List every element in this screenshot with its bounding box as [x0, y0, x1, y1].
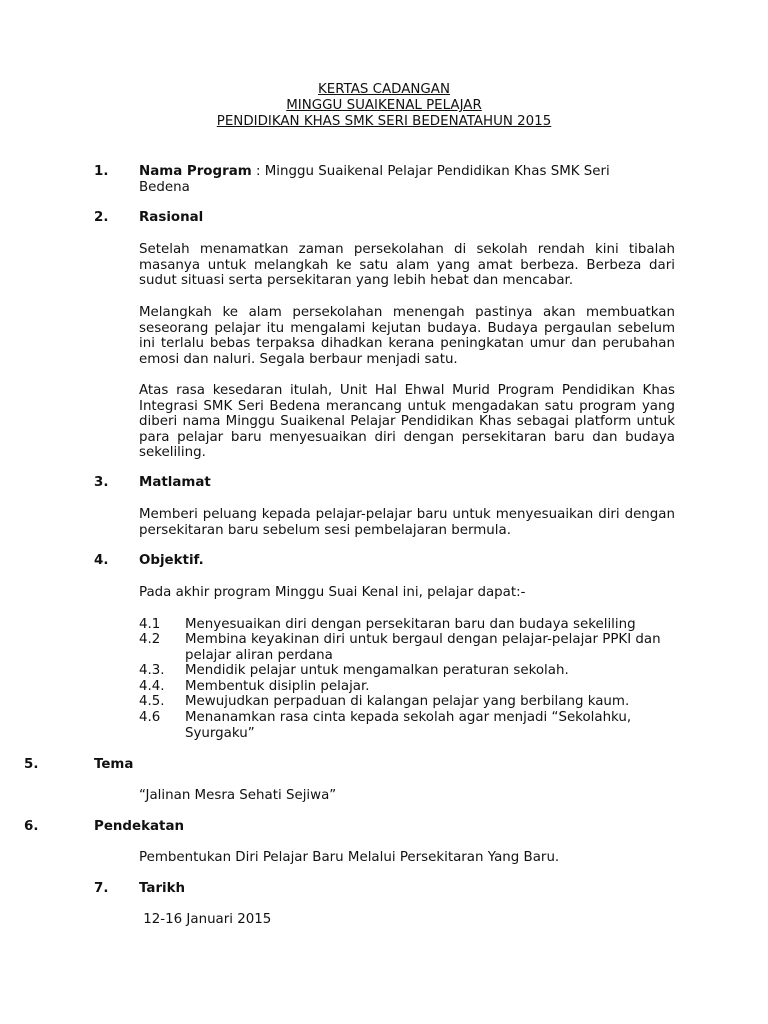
objektif-item-number: 4.5.: [139, 694, 165, 709]
section-1-line: [139, 164, 610, 180]
section-6-heading: Pendekatan: [94, 819, 185, 834]
title-line-1: KERTAS CADANGAN: [318, 82, 450, 97]
tarikh-text: 12-16 Januari 2015: [139, 912, 272, 927]
objektif-item-text: Membina keyakinan diri untuk bergaul dengan pelajar-pelajar PPKI dan pelajar aliran perdana: [185, 632, 661, 663]
objektif-intro: Pada akhir program Minggu Suai Kenal ini, pelajar dapat:-: [139, 585, 526, 600]
section-3-heading: Matlamat: [139, 475, 211, 490]
section-3-number: 3.: [94, 475, 109, 490]
objektif-item-text: Membentuk disiplin pelajar.: [185, 679, 370, 694]
section-1-number: 1.: [94, 164, 109, 179]
section-5-number: 5.: [24, 757, 39, 772]
pendekatan-text: Pembentukan Diri Pelajar Baru Melalui Persekitaran Yang Baru.: [139, 850, 560, 865]
rasional-paragraph-2: Melangkah ke alam persekolahan menengah pastinya akan membuatkan seseorang pelajar itu mengalami kejutan budaya. Budaya pergaulan sebelum ini terlalu bebas terpaksa dihadkan kerana peningkatan umur dan perubahan emosi dan naluri. Segala berbaur menjadi satu.: [139, 305, 675, 367]
title-line-3: PENDIDIKAN KHAS SMK SERI BEDENATAHUN 2015: [216, 114, 552, 129]
section-7-heading: Tarikh: [139, 881, 186, 896]
objektif-item-text: Menyesuaikan diri dengan persekitaran baru dan budaya sekeliling: [185, 617, 636, 632]
tema-text: “Jalinan Mesra Sehati Sejiwa”: [139, 788, 337, 803]
objektif-item-text: Mendidik pelajar untuk mengamalkan peraturan sekolah.: [185, 663, 569, 678]
section-2-number: 2.: [94, 210, 109, 225]
document-title: [0, 82, 768, 130]
rasional-paragraph-3: Atas rasa kesedaran itulah, Unit Hal Ehwal Murid Program Pendidikan Khas Integrasi SMK Seri Bedena merancang untuk mengadakan satu program yang diberi nama Minggu Suaikenal Pelajar Pendidikan Khas sebagai platform untuk para pelajar baru menyesuaikan diri dengan persekitaran baru dan budaya sekeliling.: [139, 383, 675, 461]
objektif-item-text: Mewujudkan perpaduan di kalangan pelajar yang berbilang kaum.: [185, 694, 630, 709]
title-line-2: MINGGU SUAIKENAL PELAJAR: [286, 98, 482, 113]
objektif-item-number: 4.2: [139, 632, 161, 647]
section-1-text-cont: Bedena: [139, 180, 190, 195]
section-7-number: 7.: [94, 881, 109, 896]
matlamat-paragraph: Memberi peluang kepada pelajar-pelajar baru untuk menyesuaikan diri dengan persekitaran baru sebelum sesi pembelajaran bermula.: [139, 507, 675, 538]
section-4-heading: Objektif.: [139, 553, 204, 568]
section-4-number: 4.: [94, 553, 109, 568]
objektif-item-number: 4.1: [139, 617, 161, 632]
objektif-item-text: Menanamkan rasa cinta kepada sekolah agar menjadi “Sekolahku, Syurgaku”: [185, 710, 632, 741]
objektif-item-number: 4.3.: [139, 663, 165, 678]
rasional-paragraph-1: Setelah menamatkan zaman persekolahan di sekolah rendah kini tibalah masanya untuk melangkah ke satu alam yang amat berbeza. Berbeza dari sudut situasi serta persekitaran yang lebih hebat dan mencabar.: [139, 242, 675, 289]
section-1-label: Nama Program: [139, 164, 252, 179]
section-1-text: : Minggu Suaikenal Pelajar Pendidikan Khas SMK Seri: [251, 164, 610, 179]
objektif-item-number: 4.4.: [139, 679, 165, 694]
section-5-heading: Tema: [94, 757, 134, 772]
objektif-item-number: 4.6: [139, 710, 161, 725]
section-2-heading: Rasional: [139, 210, 204, 225]
section-6-number: 6.: [24, 819, 39, 834]
